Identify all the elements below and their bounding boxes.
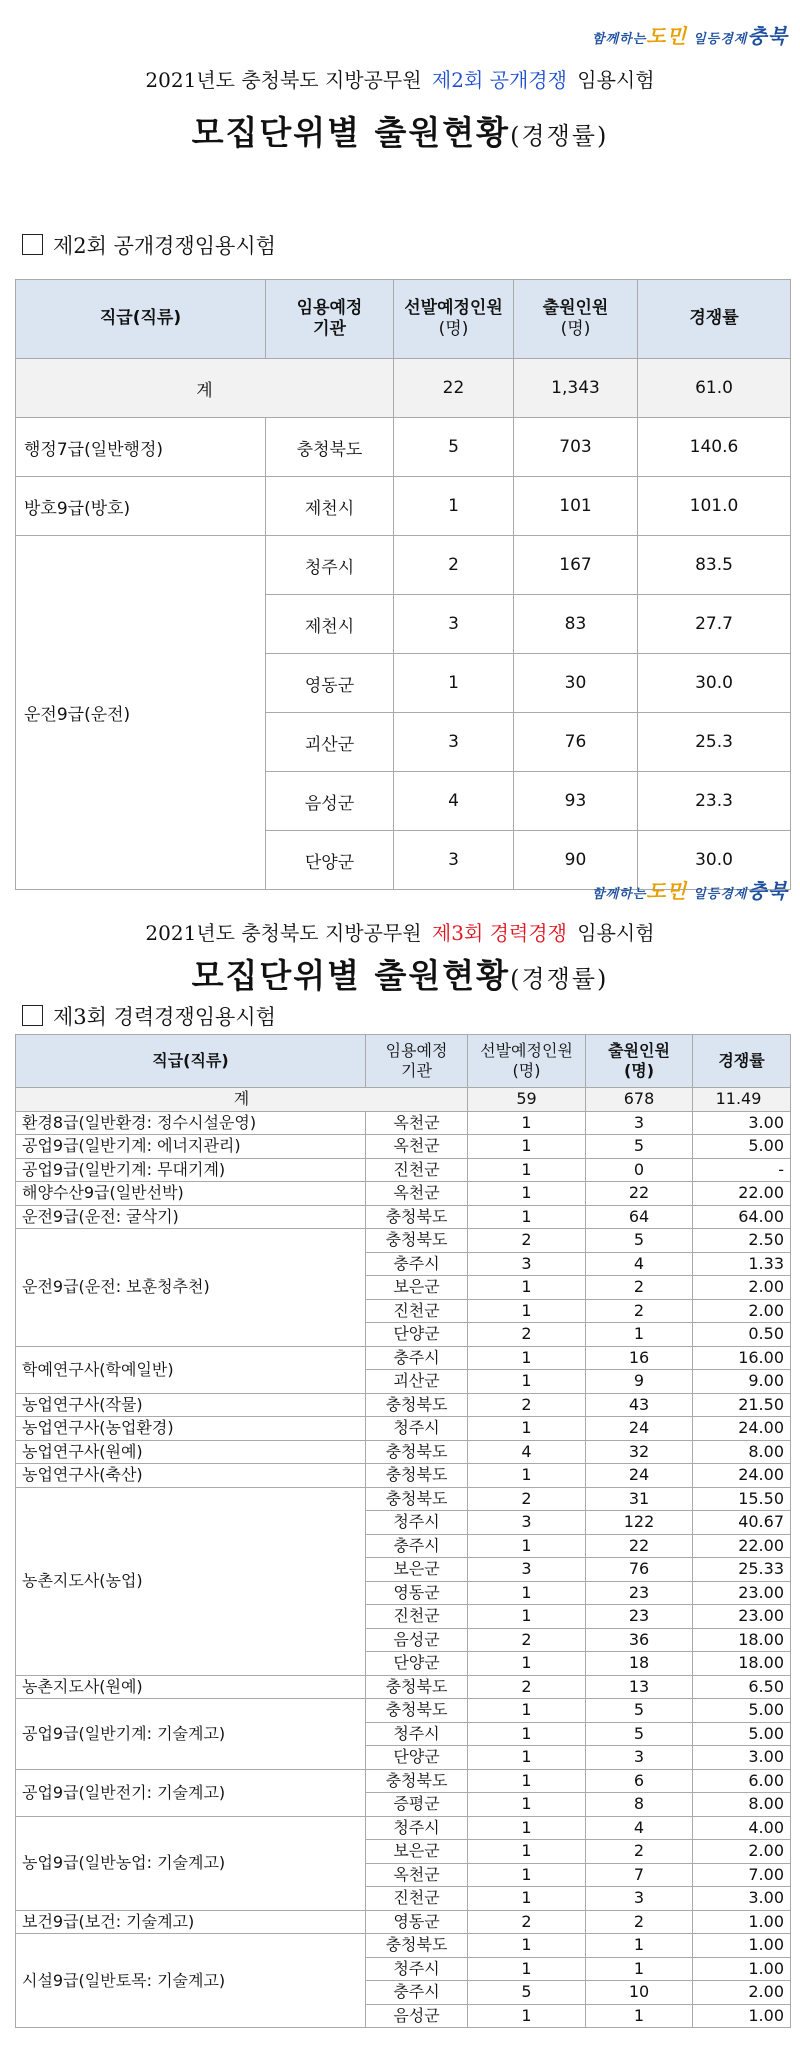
ratio-cell: 24.00 — [693, 1464, 791, 1488]
applications-table-round3 — [15, 1034, 791, 2028]
header-agency: 임용예정 기관 — [266, 280, 394, 359]
grade-cell: 농업연구사(농업환경) — [16, 1417, 366, 1441]
plan-cell: 1 — [468, 1863, 586, 1887]
header-ratio: 경쟁률 — [638, 280, 791, 359]
apply-cell: 22 — [586, 1182, 693, 1206]
agency-cell: 옥천군 — [366, 1863, 468, 1887]
ratio-cell: 5.00 — [693, 1722, 791, 1746]
apply-cell: 3 — [586, 1887, 693, 1911]
grade-cell: 환경8급(일반환경: 정수시설운영) — [16, 1111, 366, 1135]
agency-cell: 충주시 — [366, 1346, 468, 1370]
apply-cell: 4 — [586, 1816, 693, 1840]
plan-cell: 1 — [468, 1346, 586, 1370]
plan-cell: 1 — [468, 1417, 586, 1441]
plan-cell: 1 — [468, 1699, 586, 1723]
plan-cell: 2 — [468, 1393, 586, 1417]
apply-cell: 64 — [586, 1205, 693, 1229]
apply-cell: 10 — [586, 1981, 693, 2005]
agency-cell: 단양군 — [366, 1746, 468, 1770]
plan-cell: 1 — [468, 1746, 586, 1770]
ratio-cell: 1.00 — [693, 2004, 791, 2028]
ratio-cell: 7.00 — [693, 1863, 791, 1887]
plan-cell: 1 — [468, 1652, 586, 1676]
grade-cell: 농촌지도사(농업) — [16, 1487, 366, 1675]
agency-cell: 충청북도 — [366, 1464, 468, 1488]
apply-cell: 5 — [586, 1699, 693, 1723]
apply-cell: 122 — [586, 1511, 693, 1535]
ratio-cell: 6.50 — [693, 1675, 791, 1699]
apply-cell: 8 — [586, 1793, 693, 1817]
table-row: 제천시 3 83 27.7 — [16, 595, 791, 654]
ratio-cell: 64.00 — [693, 1205, 791, 1229]
ratio-cell: 18.00 — [693, 1652, 791, 1676]
apply-cell: 2 — [586, 1299, 693, 1323]
agency-cell: 음성군 — [366, 1628, 468, 1652]
agency-cell: 충청북도 — [366, 1934, 468, 1958]
apply-cell: 16 — [586, 1346, 693, 1370]
ratio-cell: 8.00 — [693, 1793, 791, 1817]
apply-cell: 5 — [586, 1229, 693, 1253]
apply-cell: 31 — [586, 1487, 693, 1511]
ratio-cell: 8.00 — [693, 1440, 791, 1464]
table-row: 단양군 3 90 30.0 — [16, 831, 791, 890]
ratio-cell: 5.00 — [693, 1135, 791, 1159]
agency-cell: 충청북도 — [366, 1487, 468, 1511]
agency-cell: 청주시 — [366, 1816, 468, 1840]
ratio-cell: 24.00 — [693, 1417, 791, 1441]
plan-cell: 1 — [468, 1135, 586, 1159]
grade-cell: 운전9급(운전: 굴삭기) — [16, 1205, 366, 1229]
ratio-cell: 6.00 — [693, 1769, 791, 1793]
ratio-cell: 0.50 — [693, 1323, 791, 1347]
agency-cell: 증평군 — [366, 1793, 468, 1817]
grade-cell: 해양수산9급(일반선박) — [16, 1182, 366, 1206]
applications-table-round2 — [15, 279, 791, 890]
apply-cell: 2 — [586, 1276, 693, 1300]
plan-cell: 1 — [468, 1581, 586, 1605]
plan-cell: 3 — [468, 1252, 586, 1276]
ratio-cell: 1.00 — [693, 1957, 791, 1981]
ratio-cell: 9.00 — [693, 1370, 791, 1394]
apply-cell: 32 — [586, 1440, 693, 1464]
plan-cell: 1 — [468, 1182, 586, 1206]
grade-cell: 농업연구사(원예) — [16, 1440, 366, 1464]
grade-cell: 시설9급(일반토목: 기술계고) — [16, 1934, 366, 2028]
ratio-cell: 2.00 — [693, 1981, 791, 2005]
grade-cell: 공업9급(일반기계: 기술계고) — [16, 1699, 366, 1770]
header-plan: 선발예정인원 (명) — [468, 1035, 586, 1088]
table-row — [16, 1769, 791, 1793]
grade-cell: 보건9급(보건: 기술계고) — [16, 1910, 366, 1934]
agency-cell: 괴산군 — [366, 1370, 468, 1394]
apply-cell: 13 — [586, 1675, 693, 1699]
apply-cell: 23 — [586, 1605, 693, 1629]
exam-subtitle: 2021년도 충청북도 지방공무원 제2회 공개경쟁 임용시험 — [145, 68, 655, 92]
plan-cell: 1 — [468, 1276, 586, 1300]
agency-cell: 진천군 — [366, 1887, 468, 1911]
plan-cell: 1 — [468, 1205, 586, 1229]
slogan-logo: 함께하는도민 일등경제충북 — [592, 24, 788, 48]
total-row: 계 22 1,343 61.0 — [16, 359, 791, 418]
apply-cell: 6 — [586, 1769, 693, 1793]
agency-cell: 충청북도 — [366, 1229, 468, 1253]
table-row — [16, 1440, 791, 1464]
table-row — [16, 1182, 791, 1206]
header-ratio: 경쟁률 — [693, 1035, 791, 1088]
table-row — [16, 1910, 791, 1934]
checkbox-square-icon — [22, 1005, 43, 1026]
agency-cell: 충주시 — [366, 1534, 468, 1558]
exam-round-highlight: 제3회 경력경쟁 — [431, 921, 567, 945]
ratio-cell: 23.00 — [693, 1581, 791, 1605]
table-row — [16, 1205, 791, 1229]
header-apply: 출원인원 (명) — [586, 1035, 693, 1088]
agency-cell: 청주시 — [366, 1511, 468, 1535]
plan-cell: 1 — [468, 1158, 586, 1182]
apply-cell: 5 — [586, 1722, 693, 1746]
table-row: 방호9급(방호) 제천시 1 101 101.0 — [16, 477, 791, 536]
plan-cell: 1 — [468, 1957, 586, 1981]
apply-cell: 22 — [586, 1534, 693, 1558]
table-row — [16, 1111, 791, 1135]
apply-cell: 1 — [586, 1934, 693, 1958]
plan-cell: 2 — [468, 1675, 586, 1699]
apply-cell: 7 — [586, 1863, 693, 1887]
agency-cell: 충청북도 — [366, 1393, 468, 1417]
apply-cell: 4 — [586, 1252, 693, 1276]
header-grade: 직급(직류) — [16, 1035, 366, 1088]
ratio-cell: 23.00 — [693, 1605, 791, 1629]
ratio-cell: 3.00 — [693, 1746, 791, 1770]
agency-cell: 보은군 — [366, 1558, 468, 1582]
exam-round-highlight: 제2회 공개경쟁 — [431, 68, 567, 92]
grade-cell: 농촌지도사(원예) — [16, 1675, 366, 1699]
grade-cell: 공업9급(일반전기: 기술계고) — [16, 1769, 366, 1816]
plan-cell: 2 — [468, 1628, 586, 1652]
table-header — [16, 1035, 791, 1088]
agency-cell: 청주시 — [366, 1417, 468, 1441]
ratio-cell: 3.00 — [693, 1111, 791, 1135]
plan-cell: 1 — [468, 2004, 586, 2028]
plan-cell: 3 — [468, 1558, 586, 1582]
plan-cell: 3 — [468, 1511, 586, 1535]
table-row: 행정7급(일반행정) 충청북도 5 703 140.6 — [16, 418, 791, 477]
checkbox-square-icon — [22, 234, 43, 255]
ratio-cell: 40.67 — [693, 1511, 791, 1535]
page-title: 모집단위별 출원현황(경쟁률) — [191, 113, 609, 152]
grade-cell: 학예연구사(학예일반) — [16, 1346, 366, 1393]
agency-cell: 청주시 — [366, 1957, 468, 1981]
apply-cell: 24 — [586, 1417, 693, 1441]
ratio-cell: 25.33 — [693, 1558, 791, 1582]
apply-cell: 0 — [586, 1158, 693, 1182]
ratio-cell: 2.00 — [693, 1299, 791, 1323]
apply-cell: 1 — [586, 1957, 693, 1981]
apply-cell: 1 — [586, 2004, 693, 2028]
ratio-cell: 1.00 — [693, 1910, 791, 1934]
section-heading: 제3회 경력경쟁임용시험 — [22, 1001, 276, 1031]
apply-cell: 1 — [586, 1323, 693, 1347]
ratio-cell: 5.00 — [693, 1699, 791, 1723]
plan-cell: 4 — [468, 1440, 586, 1464]
ratio-cell: 1.00 — [693, 1934, 791, 1958]
agency-cell: 충청북도 — [366, 1699, 468, 1723]
agency-cell: 보은군 — [366, 1840, 468, 1864]
agency-cell: 옥천군 — [366, 1135, 468, 1159]
apply-cell: 3 — [586, 1111, 693, 1135]
plan-cell: 1 — [468, 1934, 586, 1958]
grade-cell: 농업9급(일반농업: 기술계고) — [16, 1816, 366, 1910]
agency-cell: 보은군 — [366, 1276, 468, 1300]
plan-cell: 1 — [468, 1534, 586, 1558]
agency-cell: 옥천군 — [366, 1111, 468, 1135]
grade-cell: 농업연구사(축산) — [16, 1464, 366, 1488]
agency-cell: 충청북도 — [366, 1440, 468, 1464]
agency-cell: 단양군 — [366, 1323, 468, 1347]
plan-cell: 1 — [468, 1887, 586, 1911]
plan-cell: 1 — [468, 1111, 586, 1135]
plan-cell: 1 — [468, 1299, 586, 1323]
agency-cell: 충주시 — [366, 1981, 468, 2005]
agency-cell: 옥천군 — [366, 1182, 468, 1206]
ratio-cell: 2.00 — [693, 1276, 791, 1300]
table-row — [16, 1393, 791, 1417]
grade-cell: 농업연구사(작물) — [16, 1393, 366, 1417]
total-row: 계 59 678 11.49 — [16, 1088, 791, 1112]
section-heading: 제2회 공개경쟁임용시험 — [22, 230, 276, 260]
plan-cell: 1 — [468, 1605, 586, 1629]
plan-cell: 2 — [468, 1323, 586, 1347]
apply-cell: 76 — [586, 1558, 693, 1582]
table-row: 영동군 1 30 30.0 — [16, 654, 791, 713]
table-row: 음성군 4 93 23.3 — [16, 772, 791, 831]
apply-cell: 3 — [586, 1746, 693, 1770]
plan-cell: 1 — [468, 1370, 586, 1394]
plan-cell: 1 — [468, 1816, 586, 1840]
slogan-logo: 함께하는도민 일등경제충북 — [592, 879, 788, 903]
ratio-cell: 21.50 — [693, 1393, 791, 1417]
grade-cell: 공업9급(일반기계: 에너지관리) — [16, 1135, 366, 1159]
plan-cell: 2 — [468, 1487, 586, 1511]
plan-cell: 1 — [468, 1793, 586, 1817]
apply-cell: 5 — [586, 1135, 693, 1159]
agency-cell: 청주시 — [366, 1722, 468, 1746]
ratio-cell: 4.00 — [693, 1816, 791, 1840]
plan-cell: 1 — [468, 1722, 586, 1746]
plan-cell: 1 — [468, 1840, 586, 1864]
table-row — [16, 1487, 791, 1511]
agency-cell: 진천군 — [366, 1158, 468, 1182]
ratio-cell: 18.00 — [693, 1628, 791, 1652]
agency-cell: 단양군 — [366, 1652, 468, 1676]
plan-cell: 5 — [468, 1981, 586, 2005]
ratio-cell: 2.50 — [693, 1229, 791, 1253]
ratio-cell: 2.00 — [693, 1840, 791, 1864]
header-grade: 직급(직류) — [16, 280, 266, 359]
plan-cell: 2 — [468, 1910, 586, 1934]
apply-cell: 9 — [586, 1370, 693, 1394]
table-row — [16, 1675, 791, 1699]
agency-cell: 진천군 — [366, 1605, 468, 1629]
plan-cell: 2 — [468, 1229, 586, 1253]
ratio-cell: 3.00 — [693, 1887, 791, 1911]
plan-cell: 1 — [468, 1769, 586, 1793]
agency-cell: 음성군 — [366, 2004, 468, 2028]
table-row — [16, 1417, 791, 1441]
header-plan: 선발예정인원 (명) — [394, 280, 514, 359]
table-row: 괴산군 3 76 25.3 — [16, 713, 791, 772]
apply-cell: 2 — [586, 1840, 693, 1864]
apply-cell: 24 — [586, 1464, 693, 1488]
plan-cell: 1 — [468, 1464, 586, 1488]
table-header — [16, 280, 791, 359]
exam-subtitle: 2021년도 충청북도 지방공무원 제3회 경력경쟁 임용시험 — [145, 921, 655, 945]
table-row — [16, 1934, 791, 1958]
table-row: 운전9급(운전) 청주시 2 167 83.5 — [16, 536, 791, 595]
page-title: 모집단위별 출원현황(경쟁률) — [191, 956, 609, 995]
apply-cell: 23 — [586, 1581, 693, 1605]
table-row — [16, 1346, 791, 1370]
agency-cell: 충청북도 — [366, 1675, 468, 1699]
grade-cell: 운전9급(운전: 보훈청추천) — [16, 1229, 366, 1347]
apply-cell: 2 — [586, 1910, 693, 1934]
ratio-cell: 1.33 — [693, 1252, 791, 1276]
header-agency: 임용예정 기관 — [366, 1035, 468, 1088]
agency-cell: 충청북도 — [366, 1205, 468, 1229]
agency-cell: 충청북도 — [366, 1769, 468, 1793]
ratio-cell: 22.00 — [693, 1534, 791, 1558]
table-row — [16, 1699, 791, 1723]
apply-cell: 18 — [586, 1652, 693, 1676]
apply-cell: 43 — [586, 1393, 693, 1417]
agency-cell: 영동군 — [366, 1910, 468, 1934]
table-row — [16, 1158, 791, 1182]
ratio-cell: - — [693, 1158, 791, 1182]
ratio-cell: 22.00 — [693, 1182, 791, 1206]
table-row — [16, 1464, 791, 1488]
ratio-cell: 16.00 — [693, 1346, 791, 1370]
agency-cell: 영동군 — [366, 1581, 468, 1605]
table-row — [16, 1229, 791, 1253]
apply-cell: 36 — [586, 1628, 693, 1652]
agency-cell: 충주시 — [366, 1252, 468, 1276]
table-row — [16, 1816, 791, 1840]
table-row — [16, 1135, 791, 1159]
ratio-cell: 15.50 — [693, 1487, 791, 1511]
grade-cell: 공업9급(일반기계: 무대기계) — [16, 1158, 366, 1182]
agency-cell: 진천군 — [366, 1299, 468, 1323]
header-apply: 출원인원 (명) — [514, 280, 638, 359]
